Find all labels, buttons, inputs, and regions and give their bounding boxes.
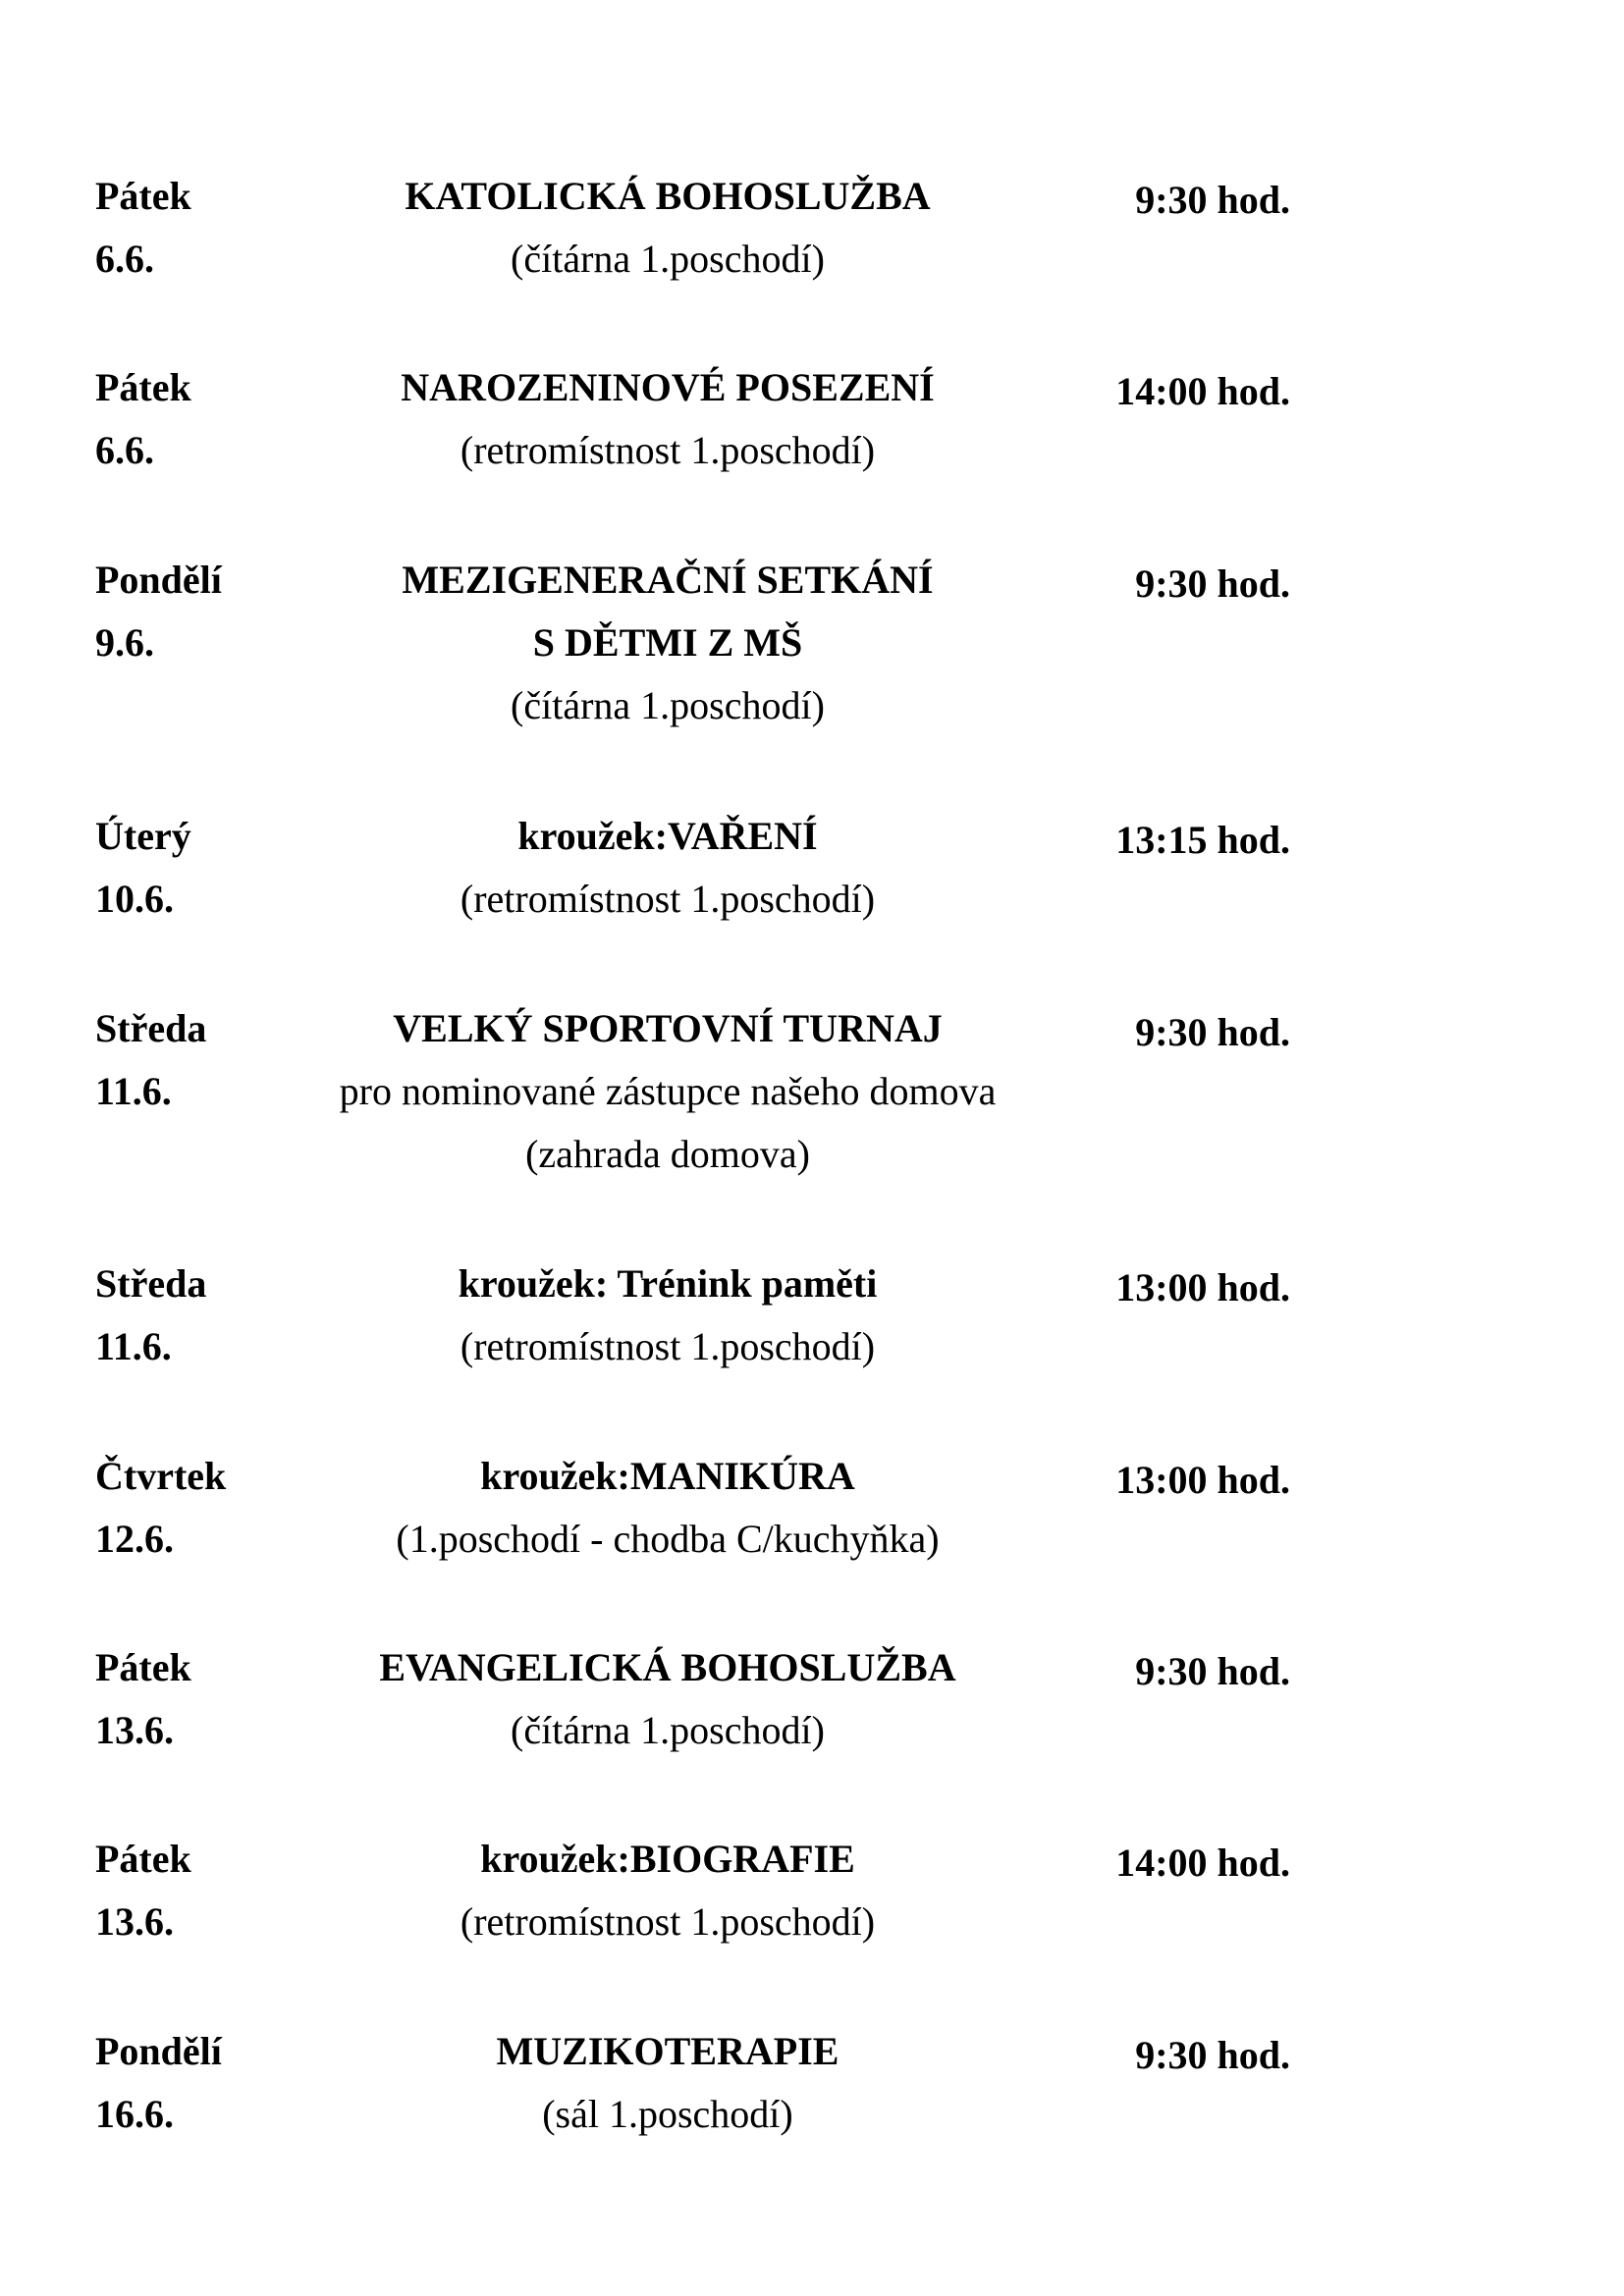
entry-title: KATOLICKÁ BOHOSLUŽBA (405, 174, 931, 218)
entry-date: 6.6. (95, 428, 154, 472)
entry-day-date (95, 805, 191, 931)
entry-date: 9.6. (95, 620, 154, 665)
entry-day-date (95, 1445, 226, 1571)
entry-description (275, 1636, 1060, 1762)
entry-location: pro nominované zástupce našeho domova (339, 1069, 997, 1113)
entry-date: 11.6. (95, 1069, 172, 1113)
entry-description (275, 2020, 1060, 2146)
entry-date: 12.6. (95, 1517, 174, 1561)
entry-date: 13.6. (95, 1708, 174, 1752)
entry-date: 16.6. (95, 2092, 174, 2136)
entry-location: (retromístnost 1.poschodí) (460, 428, 876, 472)
entry-day-date (95, 165, 191, 291)
entry-time: 13:00 hod. (1115, 1265, 1290, 1309)
entry-day: Čtvrtek (95, 1454, 227, 1498)
entry-time: 13:00 hod. (1115, 1458, 1290, 1502)
entry-date: 11.6. (95, 1324, 172, 1368)
entry-title: kroužek:VAŘENÍ (517, 814, 818, 858)
entry-day-date (95, 1253, 206, 1378)
entry-day: Pátek (95, 1837, 191, 1881)
entry-title: kroužek: Trénink paměti (458, 1261, 878, 1306)
entry-title: VELKÝ SPORTOVNÍ TURNAJ (393, 1006, 943, 1050)
entry-day: Pátek (95, 365, 191, 409)
entry-day: Pondělí (95, 2029, 222, 2073)
entry-title: kroužek:MANIKÚRA (480, 1454, 855, 1498)
entry-description (275, 805, 1060, 931)
entry-description (275, 1253, 1060, 1378)
entry-location: (1.poschodí - chodba C/kuchyňka) (396, 1517, 940, 1561)
entry-time: 9:30 hod. (1135, 178, 1290, 222)
entry-day: Středa (95, 1261, 207, 1306)
entry-location: (čítárna 1.poschodí) (511, 683, 825, 727)
entry-day: Středa (95, 1006, 207, 1050)
entry-time: 9:30 hod. (1135, 1649, 1290, 1693)
entry-time: 14:00 hod. (1115, 1841, 1290, 1885)
entry-title: MEZIGENERAČNÍ SETKÁNÍ (402, 558, 934, 602)
entry-description (275, 1828, 1060, 1953)
entry-description (275, 997, 1060, 1186)
entry-day-date (95, 1828, 191, 1953)
entry-location: (retromístnost 1.poschodí) (460, 1324, 876, 1368)
entry-day: Úterý (95, 814, 191, 858)
entry-location: (zahrada domova) (525, 1132, 810, 1176)
entry-time: 14:00 hod. (1115, 369, 1290, 413)
entry-title: S DĚTMI Z MŠ (532, 620, 803, 665)
entry-description (275, 549, 1060, 737)
entry-title: EVANGELICKÁ BOHOSLUŽBA (379, 1645, 956, 1689)
entry-day: Pátek (95, 1645, 191, 1689)
entry-date: 6.6. (95, 237, 154, 281)
entry-time: 9:30 hod. (1135, 1010, 1290, 1054)
entry-location: (retromístnost 1.poschodí) (460, 1899, 876, 1944)
entry-date: 13.6. (95, 1899, 174, 1944)
entry-description (275, 356, 1060, 482)
entry-title: kroužek:BIOGRAFIE (480, 1837, 855, 1881)
entry-description (275, 1445, 1060, 1571)
entry-description (275, 165, 1060, 291)
entry-day-date (95, 549, 222, 674)
entry-time: 13:15 hod. (1115, 818, 1290, 862)
entry-location: (čítárna 1.poschodí) (511, 1708, 825, 1752)
entry-title: NAROZENINOVÉ POSEZENÍ (401, 365, 935, 409)
entry-day-date (95, 356, 191, 482)
entry-location: (sál 1.poschodí) (542, 2092, 793, 2136)
entry-day: Pondělí (95, 558, 222, 602)
entry-day: Pátek (95, 174, 191, 218)
entry-time: 9:30 hod. (1135, 561, 1290, 606)
entry-title: MUZIKOTERAPIE (496, 2029, 839, 2073)
entry-location: (čítárna 1.poschodí) (511, 237, 825, 281)
entry-time: 9:30 hod. (1135, 2033, 1290, 2077)
entry-day-date (95, 1636, 191, 1762)
entry-date: 10.6. (95, 877, 174, 921)
entry-day-date (95, 997, 206, 1123)
entry-day-date (95, 2020, 222, 2146)
entry-location: (retromístnost 1.poschodí) (460, 877, 876, 921)
